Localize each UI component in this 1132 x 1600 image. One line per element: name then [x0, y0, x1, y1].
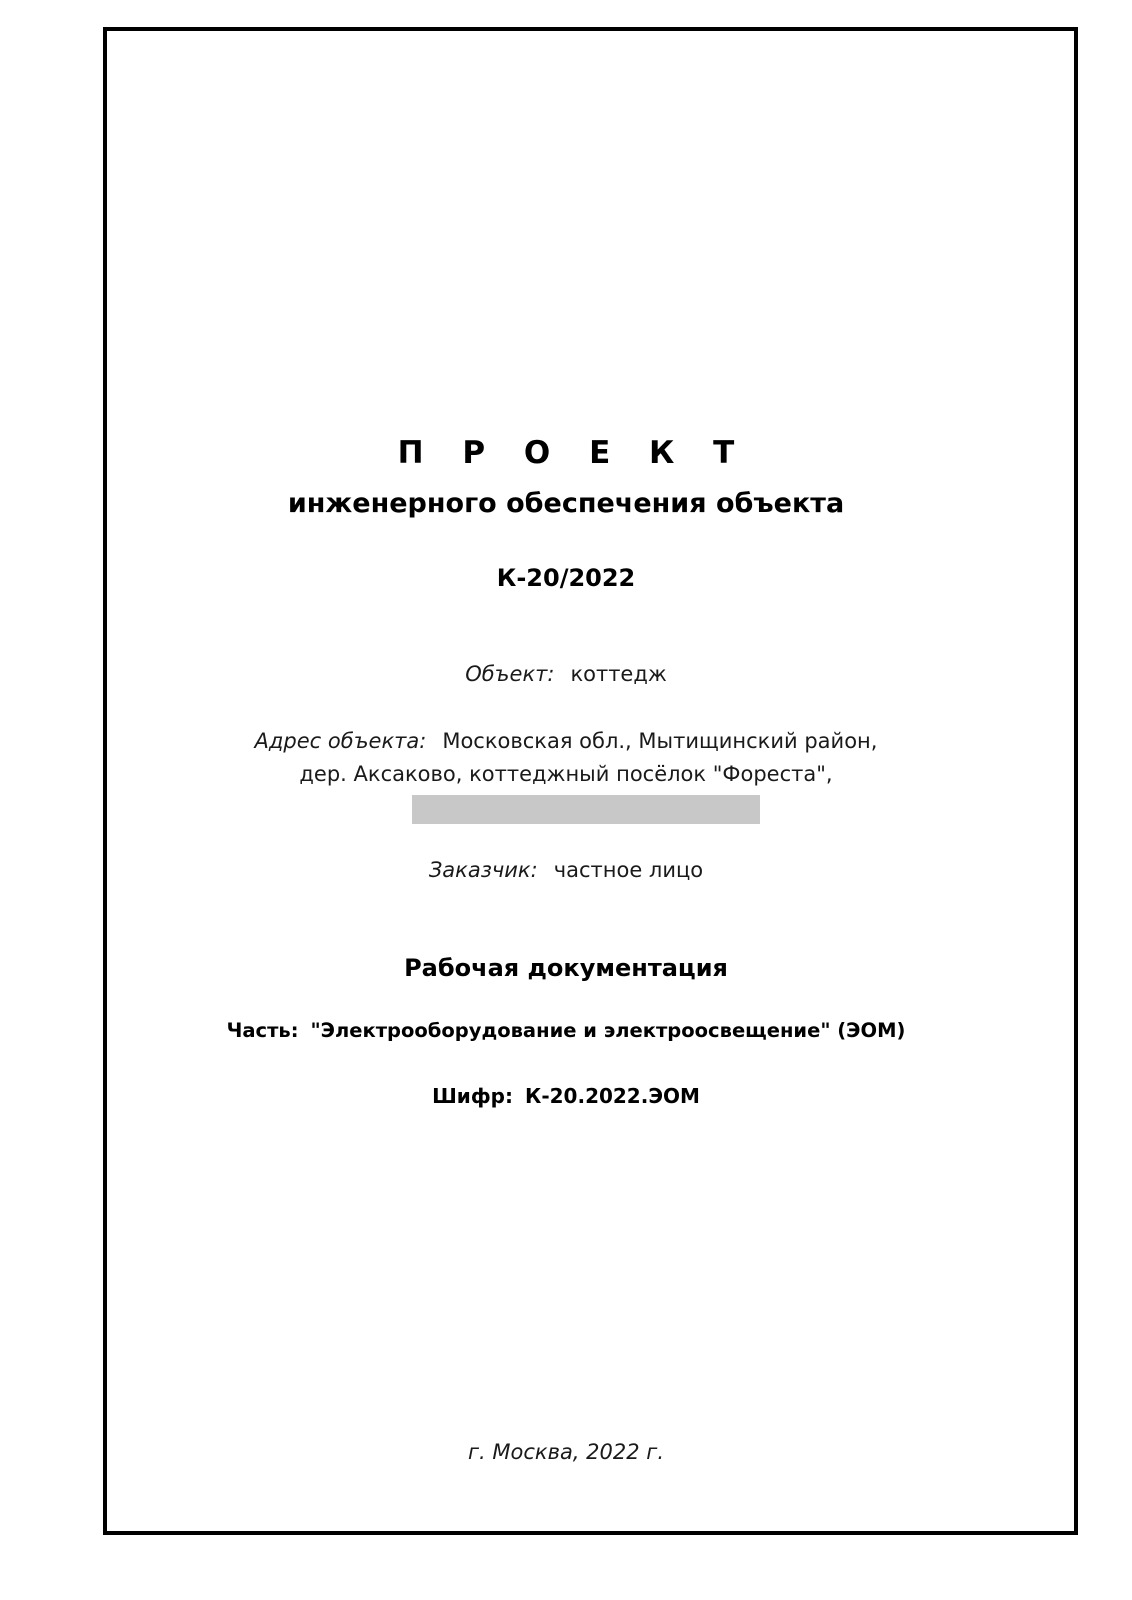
cipher-row — [0, 1086, 1132, 1106]
address-line-1: Московская обл., Мытищинский район, — [442, 729, 878, 753]
cipher-value: К-20.2022.ЭОМ — [524, 1084, 700, 1108]
address-row — [0, 731, 1132, 752]
object-row — [0, 664, 1132, 685]
project-code: К-20/2022 — [496, 564, 636, 592]
part-value: "Электрооборудование и электроосвещение" (ЭОМ) — [310, 1019, 906, 1042]
object-value: коттедж — [570, 662, 667, 686]
city-year-footer: г. Москва, 2022 г. — [467, 1440, 664, 1464]
part-label: Часть: — [226, 1019, 299, 1042]
document-subtitle: инженерного обеспечения объекта — [287, 488, 845, 519]
customer-row — [0, 860, 1132, 881]
cipher-label: Шифр: — [432, 1084, 513, 1108]
object-label: Объект: — [465, 662, 555, 686]
address-label: Адрес объекта: — [254, 729, 427, 753]
redacted-address-block — [412, 795, 760, 824]
address-line-2: дер. Аксаково, коттеджный посёлок "Фореста", — [299, 762, 833, 786]
customer-label: Заказчик: — [428, 858, 538, 882]
customer-value: частное лицо — [553, 858, 704, 882]
document-title: П Р О Е К Т — [397, 435, 749, 471]
part-row — [0, 1021, 1132, 1041]
documentation-type: Рабочая документация — [404, 954, 728, 982]
